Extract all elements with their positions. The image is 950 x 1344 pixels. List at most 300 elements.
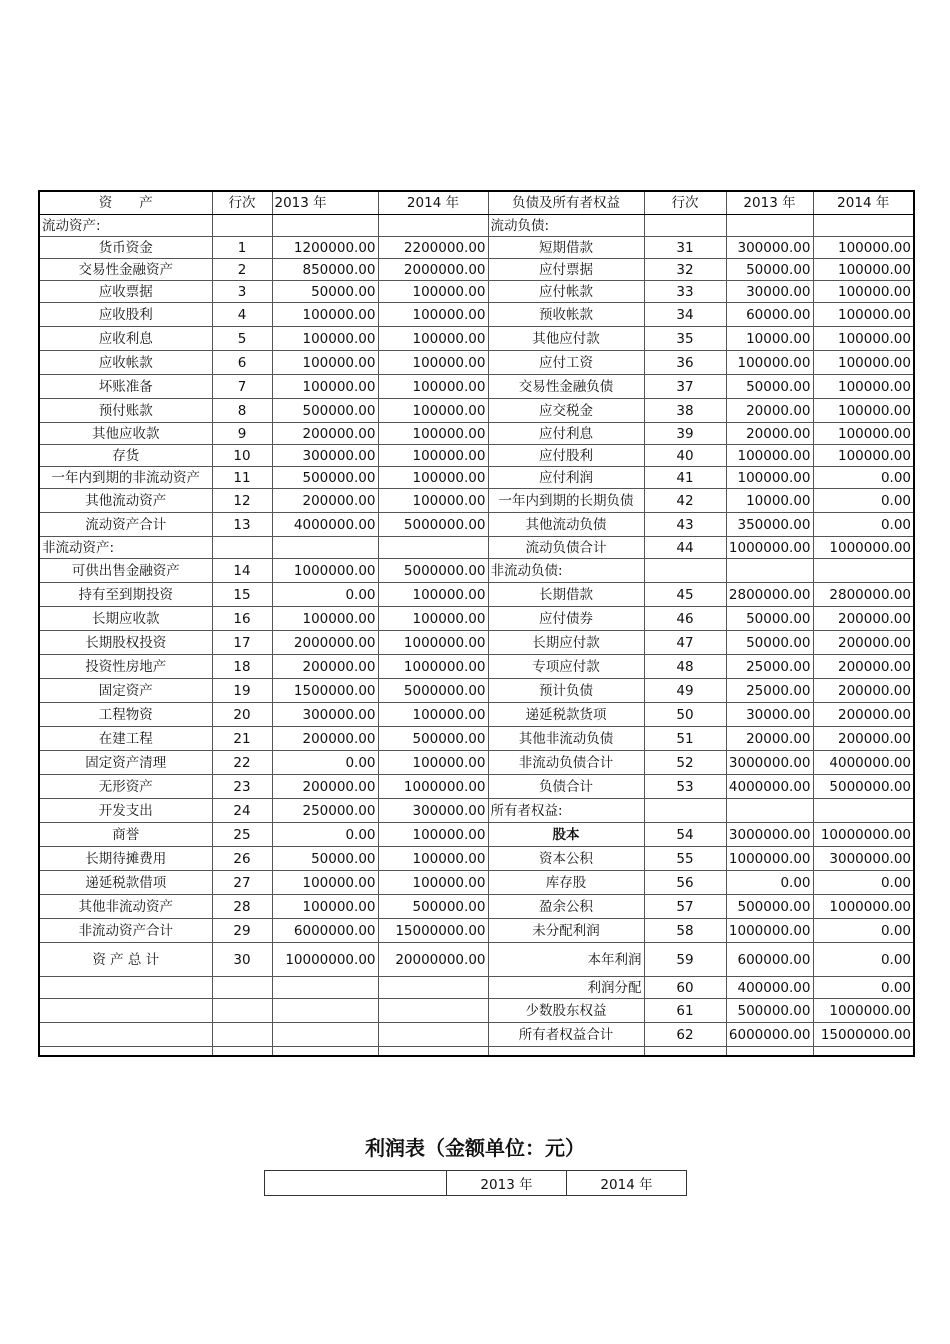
income-statement-header-cell: 2014 年 bbox=[567, 1171, 687, 1196]
liability-2013-cell: 500000.00 bbox=[726, 999, 813, 1023]
liability-name-cell: 一年内到期的长期负债 bbox=[488, 489, 644, 513]
income-statement-table bbox=[264, 1170, 687, 1196]
asset-2014-cell: 100000.00 bbox=[378, 327, 488, 351]
asset-2014-cell: 500000.00 bbox=[378, 727, 488, 751]
liability-name-cell: 其他流动负债 bbox=[488, 513, 644, 537]
table-row bbox=[39, 679, 914, 703]
balance-sheet-table bbox=[38, 190, 915, 1057]
asset-2013-cell: 0.00 bbox=[272, 583, 378, 607]
liability-line-cell: 33 bbox=[644, 281, 726, 303]
liability-2013-cell: 20000.00 bbox=[726, 423, 813, 445]
liability-2013-cell: 100000.00 bbox=[726, 467, 813, 489]
liability-line-cell: 47 bbox=[644, 631, 726, 655]
asset-line-cell: 29 bbox=[212, 919, 272, 943]
liability-line-cell: 56 bbox=[644, 871, 726, 895]
liability-2014-cell bbox=[813, 215, 914, 237]
asset-2013-cell bbox=[272, 977, 378, 999]
liability-2013-cell: 100000.00 bbox=[726, 351, 813, 375]
asset-line-cell: 17 bbox=[212, 631, 272, 655]
liability-name-cell: 资本公积 bbox=[488, 847, 644, 871]
liability-2013-cell: 100000.00 bbox=[726, 445, 813, 467]
table-row bbox=[39, 703, 914, 727]
asset-2014-cell: 2000000.00 bbox=[378, 259, 488, 281]
spacer-cell bbox=[726, 1047, 813, 1057]
liability-name-cell: 库存股 bbox=[488, 871, 644, 895]
spacer-cell bbox=[39, 1047, 212, 1057]
asset-line-cell: 4 bbox=[212, 303, 272, 327]
liability-name-cell: 所有者权益合计 bbox=[488, 1023, 644, 1047]
liability-name-cell: 负债合计 bbox=[488, 775, 644, 799]
liability-name-cell: 流动负债: bbox=[488, 215, 644, 237]
asset-name-cell: 应收股利 bbox=[39, 303, 212, 327]
liability-2013-cell bbox=[726, 215, 813, 237]
liability-2014-cell: 15000000.00 bbox=[813, 1023, 914, 1047]
liability-2014-cell: 10000000.00 bbox=[813, 823, 914, 847]
asset-line-cell: 6 bbox=[212, 351, 272, 375]
liability-2013-cell: 10000.00 bbox=[726, 489, 813, 513]
table-row bbox=[39, 399, 914, 423]
income-statement-header-cell bbox=[265, 1171, 447, 1196]
liability-2014-cell: 1000000.00 bbox=[813, 895, 914, 919]
liability-line-cell: 31 bbox=[644, 237, 726, 259]
asset-2013-cell: 300000.00 bbox=[272, 445, 378, 467]
liability-2014-cell: 0.00 bbox=[813, 943, 914, 977]
asset-line-cell: 13 bbox=[212, 513, 272, 537]
asset-2014-cell: 100000.00 bbox=[378, 607, 488, 631]
liability-2013-cell: 500000.00 bbox=[726, 895, 813, 919]
liability-2013-cell: 3000000.00 bbox=[726, 823, 813, 847]
asset-name-cell: 长期股权投资 bbox=[39, 631, 212, 655]
asset-2013-cell: 1000000.00 bbox=[272, 559, 378, 583]
liability-line-cell: 44 bbox=[644, 537, 726, 559]
asset-2013-cell: 6000000.00 bbox=[272, 919, 378, 943]
asset-line-cell: 20 bbox=[212, 703, 272, 727]
asset-2013-cell: 50000.00 bbox=[272, 281, 378, 303]
liability-name-cell: 应付债券 bbox=[488, 607, 644, 631]
liability-2013-cell: 0.00 bbox=[726, 871, 813, 895]
table-row bbox=[39, 281, 914, 303]
asset-2013-cell: 0.00 bbox=[272, 823, 378, 847]
asset-2014-cell: 100000.00 bbox=[378, 375, 488, 399]
table-row bbox=[39, 943, 914, 977]
asset-2013-cell: 850000.00 bbox=[272, 259, 378, 281]
liability-2014-cell: 3000000.00 bbox=[813, 847, 914, 871]
asset-line-cell: 26 bbox=[212, 847, 272, 871]
asset-2013-cell: 100000.00 bbox=[272, 375, 378, 399]
liability-name-cell: 其他非流动负债 bbox=[488, 727, 644, 751]
liability-line-cell: 34 bbox=[644, 303, 726, 327]
asset-line-cell: 9 bbox=[212, 423, 272, 445]
table-row bbox=[39, 1023, 914, 1047]
asset-2014-cell: 100000.00 bbox=[378, 281, 488, 303]
asset-name-cell: 其他流动资产 bbox=[39, 489, 212, 513]
asset-2014-cell bbox=[378, 999, 488, 1023]
asset-2014-cell: 1000000.00 bbox=[378, 655, 488, 679]
liability-name-cell: 长期应付款 bbox=[488, 631, 644, 655]
liability-2014-cell: 200000.00 bbox=[813, 679, 914, 703]
asset-2013-cell: 100000.00 bbox=[272, 607, 378, 631]
liability-line-cell: 45 bbox=[644, 583, 726, 607]
liability-2014-cell: 4000000.00 bbox=[813, 751, 914, 775]
table-row bbox=[39, 467, 914, 489]
asset-line-cell: 25 bbox=[212, 823, 272, 847]
asset-name-cell: 工程物资 bbox=[39, 703, 212, 727]
liability-2013-cell: 50000.00 bbox=[726, 375, 813, 399]
liability-2014-cell: 200000.00 bbox=[813, 607, 914, 631]
asset-2013-cell: 300000.00 bbox=[272, 703, 378, 727]
asset-2014-cell: 100000.00 bbox=[378, 445, 488, 467]
asset-2013-cell: 200000.00 bbox=[272, 655, 378, 679]
asset-2014-cell: 5000000.00 bbox=[378, 559, 488, 583]
asset-line-cell: 1 bbox=[212, 237, 272, 259]
table-row bbox=[39, 775, 914, 799]
asset-2014-cell: 100000.00 bbox=[378, 583, 488, 607]
asset-line-cell: 28 bbox=[212, 895, 272, 919]
liability-2014-cell: 200000.00 bbox=[813, 703, 914, 727]
asset-2013-cell: 100000.00 bbox=[272, 871, 378, 895]
liability-2014-cell: 0.00 bbox=[813, 977, 914, 999]
asset-line-cell: 14 bbox=[212, 559, 272, 583]
liability-line-cell bbox=[644, 559, 726, 583]
liability-name-cell: 流动负债合计 bbox=[488, 537, 644, 559]
asset-name-cell: 流动资产: bbox=[39, 215, 212, 237]
asset-line-cell: 3 bbox=[212, 281, 272, 303]
asset-2013-cell: 100000.00 bbox=[272, 327, 378, 351]
liability-name-cell: 其他应付款 bbox=[488, 327, 644, 351]
asset-2014-cell: 2200000.00 bbox=[378, 237, 488, 259]
asset-2014-cell: 100000.00 bbox=[378, 351, 488, 375]
asset-line-cell bbox=[212, 999, 272, 1023]
asset-2014-cell: 100000.00 bbox=[378, 489, 488, 513]
asset-line-cell: 30 bbox=[212, 943, 272, 977]
liability-name-cell: 盈余公积 bbox=[488, 895, 644, 919]
asset-name-cell: 开发支出 bbox=[39, 799, 212, 823]
asset-2014-cell bbox=[378, 215, 488, 237]
liability-2013-cell: 1000000.00 bbox=[726, 919, 813, 943]
income-statement-header-cell: 2013 年 bbox=[447, 1171, 567, 1196]
table-row bbox=[39, 655, 914, 679]
asset-line-cell: 23 bbox=[212, 775, 272, 799]
liability-2013-cell: 350000.00 bbox=[726, 513, 813, 537]
asset-2013-cell: 2000000.00 bbox=[272, 631, 378, 655]
asset-line-cell bbox=[212, 537, 272, 559]
asset-line-cell: 22 bbox=[212, 751, 272, 775]
asset-name-cell: 长期待摊费用 bbox=[39, 847, 212, 871]
spacer-cell bbox=[644, 1047, 726, 1057]
liability-line-cell: 59 bbox=[644, 943, 726, 977]
table-row bbox=[39, 895, 914, 919]
liability-2014-cell: 0.00 bbox=[813, 871, 914, 895]
liability-2014-cell bbox=[813, 559, 914, 583]
liability-2013-cell: 50000.00 bbox=[726, 607, 813, 631]
table-row bbox=[39, 799, 914, 823]
asset-name-cell: 交易性金融资产 bbox=[39, 259, 212, 281]
asset-2014-cell: 20000000.00 bbox=[378, 943, 488, 977]
liability-2013-cell: 10000.00 bbox=[726, 327, 813, 351]
asset-line-cell: 8 bbox=[212, 399, 272, 423]
liability-name-cell: 利润分配 bbox=[488, 977, 644, 999]
asset-2013-cell: 500000.00 bbox=[272, 399, 378, 423]
asset-name-cell: 货币资金 bbox=[39, 237, 212, 259]
liability-line-cell: 38 bbox=[644, 399, 726, 423]
liability-2014-cell: 100000.00 bbox=[813, 303, 914, 327]
spacer-cell bbox=[813, 1047, 914, 1057]
liability-2013-cell: 2800000.00 bbox=[726, 583, 813, 607]
liability-name-cell: 应付利润 bbox=[488, 467, 644, 489]
liability-line-cell: 50 bbox=[644, 703, 726, 727]
asset-line-cell: 2 bbox=[212, 259, 272, 281]
table-row bbox=[39, 215, 914, 237]
asset-2014-cell: 100000.00 bbox=[378, 871, 488, 895]
liability-2014-cell: 100000.00 bbox=[813, 445, 914, 467]
liability-2014-cell: 100000.00 bbox=[813, 281, 914, 303]
asset-line-cell: 12 bbox=[212, 489, 272, 513]
asset-2013-cell: 1500000.00 bbox=[272, 679, 378, 703]
liability-line-cell: 61 bbox=[644, 999, 726, 1023]
asset-name-cell: 应收利息 bbox=[39, 327, 212, 351]
liability-line-cell: 35 bbox=[644, 327, 726, 351]
asset-line-cell: 7 bbox=[212, 375, 272, 399]
liability-2014-cell: 200000.00 bbox=[813, 655, 914, 679]
asset-2013-cell: 100000.00 bbox=[272, 351, 378, 375]
liability-name-cell: 所有者权益: bbox=[488, 799, 644, 823]
liability-2014-cell: 100000.00 bbox=[813, 327, 914, 351]
asset-2014-cell: 1000000.00 bbox=[378, 631, 488, 655]
table-row bbox=[39, 871, 914, 895]
asset-name-cell: 递延税款借项 bbox=[39, 871, 212, 895]
liability-2014-cell: 100000.00 bbox=[813, 351, 914, 375]
asset-line-cell: 15 bbox=[212, 583, 272, 607]
liability-2013-cell: 50000.00 bbox=[726, 259, 813, 281]
year-2013-header: 2013 年 bbox=[272, 191, 378, 215]
liability-2013-cell: 25000.00 bbox=[726, 655, 813, 679]
asset-name-cell: 在建工程 bbox=[39, 727, 212, 751]
asset-name-cell: 一年内到期的非流动资产 bbox=[39, 467, 212, 489]
liability-name-cell: 应付工资 bbox=[488, 351, 644, 375]
asset-2014-cell: 1000000.00 bbox=[378, 775, 488, 799]
liability-line-cell: 46 bbox=[644, 607, 726, 631]
liability-line-cell: 54 bbox=[644, 823, 726, 847]
table-row bbox=[39, 823, 914, 847]
asset-name-cell: 坏账准备 bbox=[39, 375, 212, 399]
asset-name-cell: 固定资产 bbox=[39, 679, 212, 703]
asset-2014-cell: 100000.00 bbox=[378, 751, 488, 775]
liability-2014-cell: 100000.00 bbox=[813, 375, 914, 399]
liability-2014-cell: 200000.00 bbox=[813, 727, 914, 751]
table-row bbox=[39, 631, 914, 655]
asset-name-cell: 持有至到期投资 bbox=[39, 583, 212, 607]
liability-2013-cell: 4000000.00 bbox=[726, 775, 813, 799]
table-row bbox=[39, 847, 914, 871]
liability-2014-cell: 1000000.00 bbox=[813, 999, 914, 1023]
table-row-spacer bbox=[39, 1047, 914, 1057]
asset-2014-cell: 100000.00 bbox=[378, 423, 488, 445]
asset-name-cell: 存货 bbox=[39, 445, 212, 467]
liability-2013-cell: 50000.00 bbox=[726, 631, 813, 655]
liability-2013-cell: 30000.00 bbox=[726, 703, 813, 727]
liability-2014-cell: 200000.00 bbox=[813, 631, 914, 655]
liability-name-cell: 少数股东权益 bbox=[488, 999, 644, 1023]
liability-line-cell: 32 bbox=[644, 259, 726, 281]
asset-line-cell: 19 bbox=[212, 679, 272, 703]
asset-name-cell: 无形资产 bbox=[39, 775, 212, 799]
liability-name-cell: 预计负债 bbox=[488, 679, 644, 703]
balance-sheet-header-row bbox=[39, 191, 914, 215]
asset-name-cell bbox=[39, 999, 212, 1023]
asset-2013-cell: 1200000.00 bbox=[272, 237, 378, 259]
table-row bbox=[39, 977, 914, 999]
liability-2013-cell: 20000.00 bbox=[726, 399, 813, 423]
liability-line-cell bbox=[644, 799, 726, 823]
liability-name-cell: 本年利润 bbox=[488, 943, 644, 977]
asset-line-cell: 10 bbox=[212, 445, 272, 467]
liability-name-cell: 专项应付款 bbox=[488, 655, 644, 679]
liability-line-cell: 58 bbox=[644, 919, 726, 943]
asset-line-cell bbox=[212, 215, 272, 237]
spacer-cell bbox=[488, 1047, 644, 1057]
liability-name-cell: 应交税金 bbox=[488, 399, 644, 423]
asset-2014-cell bbox=[378, 977, 488, 999]
liability-line-cell: 49 bbox=[644, 679, 726, 703]
liability-2014-cell: 0.00 bbox=[813, 489, 914, 513]
assets-header: 资 产 bbox=[39, 191, 212, 215]
table-row bbox=[39, 919, 914, 943]
table-row bbox=[39, 351, 914, 375]
asset-line-cell: 18 bbox=[212, 655, 272, 679]
asset-2014-cell: 100000.00 bbox=[378, 847, 488, 871]
table-row bbox=[39, 537, 914, 559]
liability-2013-cell: 600000.00 bbox=[726, 943, 813, 977]
asset-2014-cell: 5000000.00 bbox=[378, 513, 488, 537]
table-row bbox=[39, 513, 914, 537]
liability-2013-cell: 30000.00 bbox=[726, 281, 813, 303]
asset-2013-cell: 10000000.00 bbox=[272, 943, 378, 977]
asset-name-cell: 其他非流动资产 bbox=[39, 895, 212, 919]
line-no-header: 行次 bbox=[644, 191, 726, 215]
line-no-header: 行次 bbox=[212, 191, 272, 215]
liability-line-cell: 37 bbox=[644, 375, 726, 399]
liability-name-cell: 非流动负债合计 bbox=[488, 751, 644, 775]
table-row bbox=[39, 607, 914, 631]
asset-2014-cell: 100000.00 bbox=[378, 467, 488, 489]
income-statement-title: 利润表（金额单位：元） bbox=[365, 1136, 585, 1160]
liability-2013-cell: 400000.00 bbox=[726, 977, 813, 999]
spacer-cell bbox=[272, 1047, 378, 1057]
asset-line-cell: 21 bbox=[212, 727, 272, 751]
asset-2013-cell: 500000.00 bbox=[272, 467, 378, 489]
liability-line-cell: 48 bbox=[644, 655, 726, 679]
spacer-cell bbox=[378, 1047, 488, 1057]
asset-2013-cell: 4000000.00 bbox=[272, 513, 378, 537]
liability-2014-cell: 0.00 bbox=[813, 513, 914, 537]
table-row bbox=[39, 727, 914, 751]
asset-name-cell: 资 产 总 计 bbox=[39, 943, 212, 977]
asset-line-cell bbox=[212, 1023, 272, 1047]
liabilities-equity-header: 负债及所有者权益 bbox=[488, 191, 644, 215]
liability-line-cell: 42 bbox=[644, 489, 726, 513]
liability-line-cell: 40 bbox=[644, 445, 726, 467]
asset-2014-cell: 100000.00 bbox=[378, 303, 488, 327]
liability-2013-cell: 60000.00 bbox=[726, 303, 813, 327]
liability-2013-cell: 1000000.00 bbox=[726, 537, 813, 559]
asset-line-cell: 24 bbox=[212, 799, 272, 823]
asset-name-cell: 应收票据 bbox=[39, 281, 212, 303]
asset-line-cell: 16 bbox=[212, 607, 272, 631]
asset-name-cell: 应收帐款 bbox=[39, 351, 212, 375]
asset-2013-cell: 250000.00 bbox=[272, 799, 378, 823]
liability-2014-cell: 0.00 bbox=[813, 919, 914, 943]
liability-name-cell: 股本 bbox=[488, 823, 644, 847]
asset-name-cell: 固定资产清理 bbox=[39, 751, 212, 775]
table-row bbox=[39, 583, 914, 607]
liability-2014-cell: 5000000.00 bbox=[813, 775, 914, 799]
liability-2013-cell: 6000000.00 bbox=[726, 1023, 813, 1047]
liability-2013-cell: 25000.00 bbox=[726, 679, 813, 703]
asset-name-cell: 商誉 bbox=[39, 823, 212, 847]
income-statement-header-row bbox=[265, 1171, 687, 1196]
asset-line-cell: 27 bbox=[212, 871, 272, 895]
liability-name-cell: 长期借款 bbox=[488, 583, 644, 607]
liability-name-cell: 预收帐款 bbox=[488, 303, 644, 327]
asset-name-cell: 投资性房地产 bbox=[39, 655, 212, 679]
liability-line-cell: 41 bbox=[644, 467, 726, 489]
table-row bbox=[39, 751, 914, 775]
liability-2014-cell: 100000.00 bbox=[813, 423, 914, 445]
asset-name-cell: 其他应收款 bbox=[39, 423, 212, 445]
liability-2013-cell bbox=[726, 559, 813, 583]
liability-line-cell: 57 bbox=[644, 895, 726, 919]
liability-line-cell: 52 bbox=[644, 751, 726, 775]
table-row bbox=[39, 489, 914, 513]
liability-name-cell: 短期借款 bbox=[488, 237, 644, 259]
asset-2014-cell: 5000000.00 bbox=[378, 679, 488, 703]
asset-2013-cell: 100000.00 bbox=[272, 895, 378, 919]
asset-2013-cell: 200000.00 bbox=[272, 423, 378, 445]
asset-2014-cell: 300000.00 bbox=[378, 799, 488, 823]
liability-name-cell: 交易性金融负债 bbox=[488, 375, 644, 399]
asset-2014-cell: 100000.00 bbox=[378, 703, 488, 727]
asset-2014-cell bbox=[378, 1023, 488, 1047]
liability-name-cell: 应付帐款 bbox=[488, 281, 644, 303]
liability-name-cell: 非流动负债: bbox=[488, 559, 644, 583]
asset-line-cell: 5 bbox=[212, 327, 272, 351]
table-row bbox=[39, 237, 914, 259]
liability-2014-cell: 1000000.00 bbox=[813, 537, 914, 559]
liability-2013-cell bbox=[726, 799, 813, 823]
asset-name-cell: 非流动资产合计 bbox=[39, 919, 212, 943]
asset-2013-cell: 200000.00 bbox=[272, 775, 378, 799]
table-row bbox=[39, 327, 914, 351]
asset-name-cell bbox=[39, 1023, 212, 1047]
liability-line-cell: 43 bbox=[644, 513, 726, 537]
liability-name-cell: 应付利息 bbox=[488, 423, 644, 445]
liability-2014-cell: 0.00 bbox=[813, 467, 914, 489]
table-row bbox=[39, 999, 914, 1023]
asset-2014-cell bbox=[378, 537, 488, 559]
liability-line-cell: 39 bbox=[644, 423, 726, 445]
asset-name-cell: 可供出售金融资产 bbox=[39, 559, 212, 583]
liability-2014-cell: 100000.00 bbox=[813, 237, 914, 259]
liability-2014-cell: 100000.00 bbox=[813, 399, 914, 423]
liability-line-cell: 51 bbox=[644, 727, 726, 751]
liability-2013-cell: 3000000.00 bbox=[726, 751, 813, 775]
asset-2014-cell: 15000000.00 bbox=[378, 919, 488, 943]
asset-name-cell bbox=[39, 977, 212, 999]
liability-line-cell: 62 bbox=[644, 1023, 726, 1047]
table-row bbox=[39, 445, 914, 467]
asset-2013-cell bbox=[272, 1023, 378, 1047]
table-row bbox=[39, 423, 914, 445]
